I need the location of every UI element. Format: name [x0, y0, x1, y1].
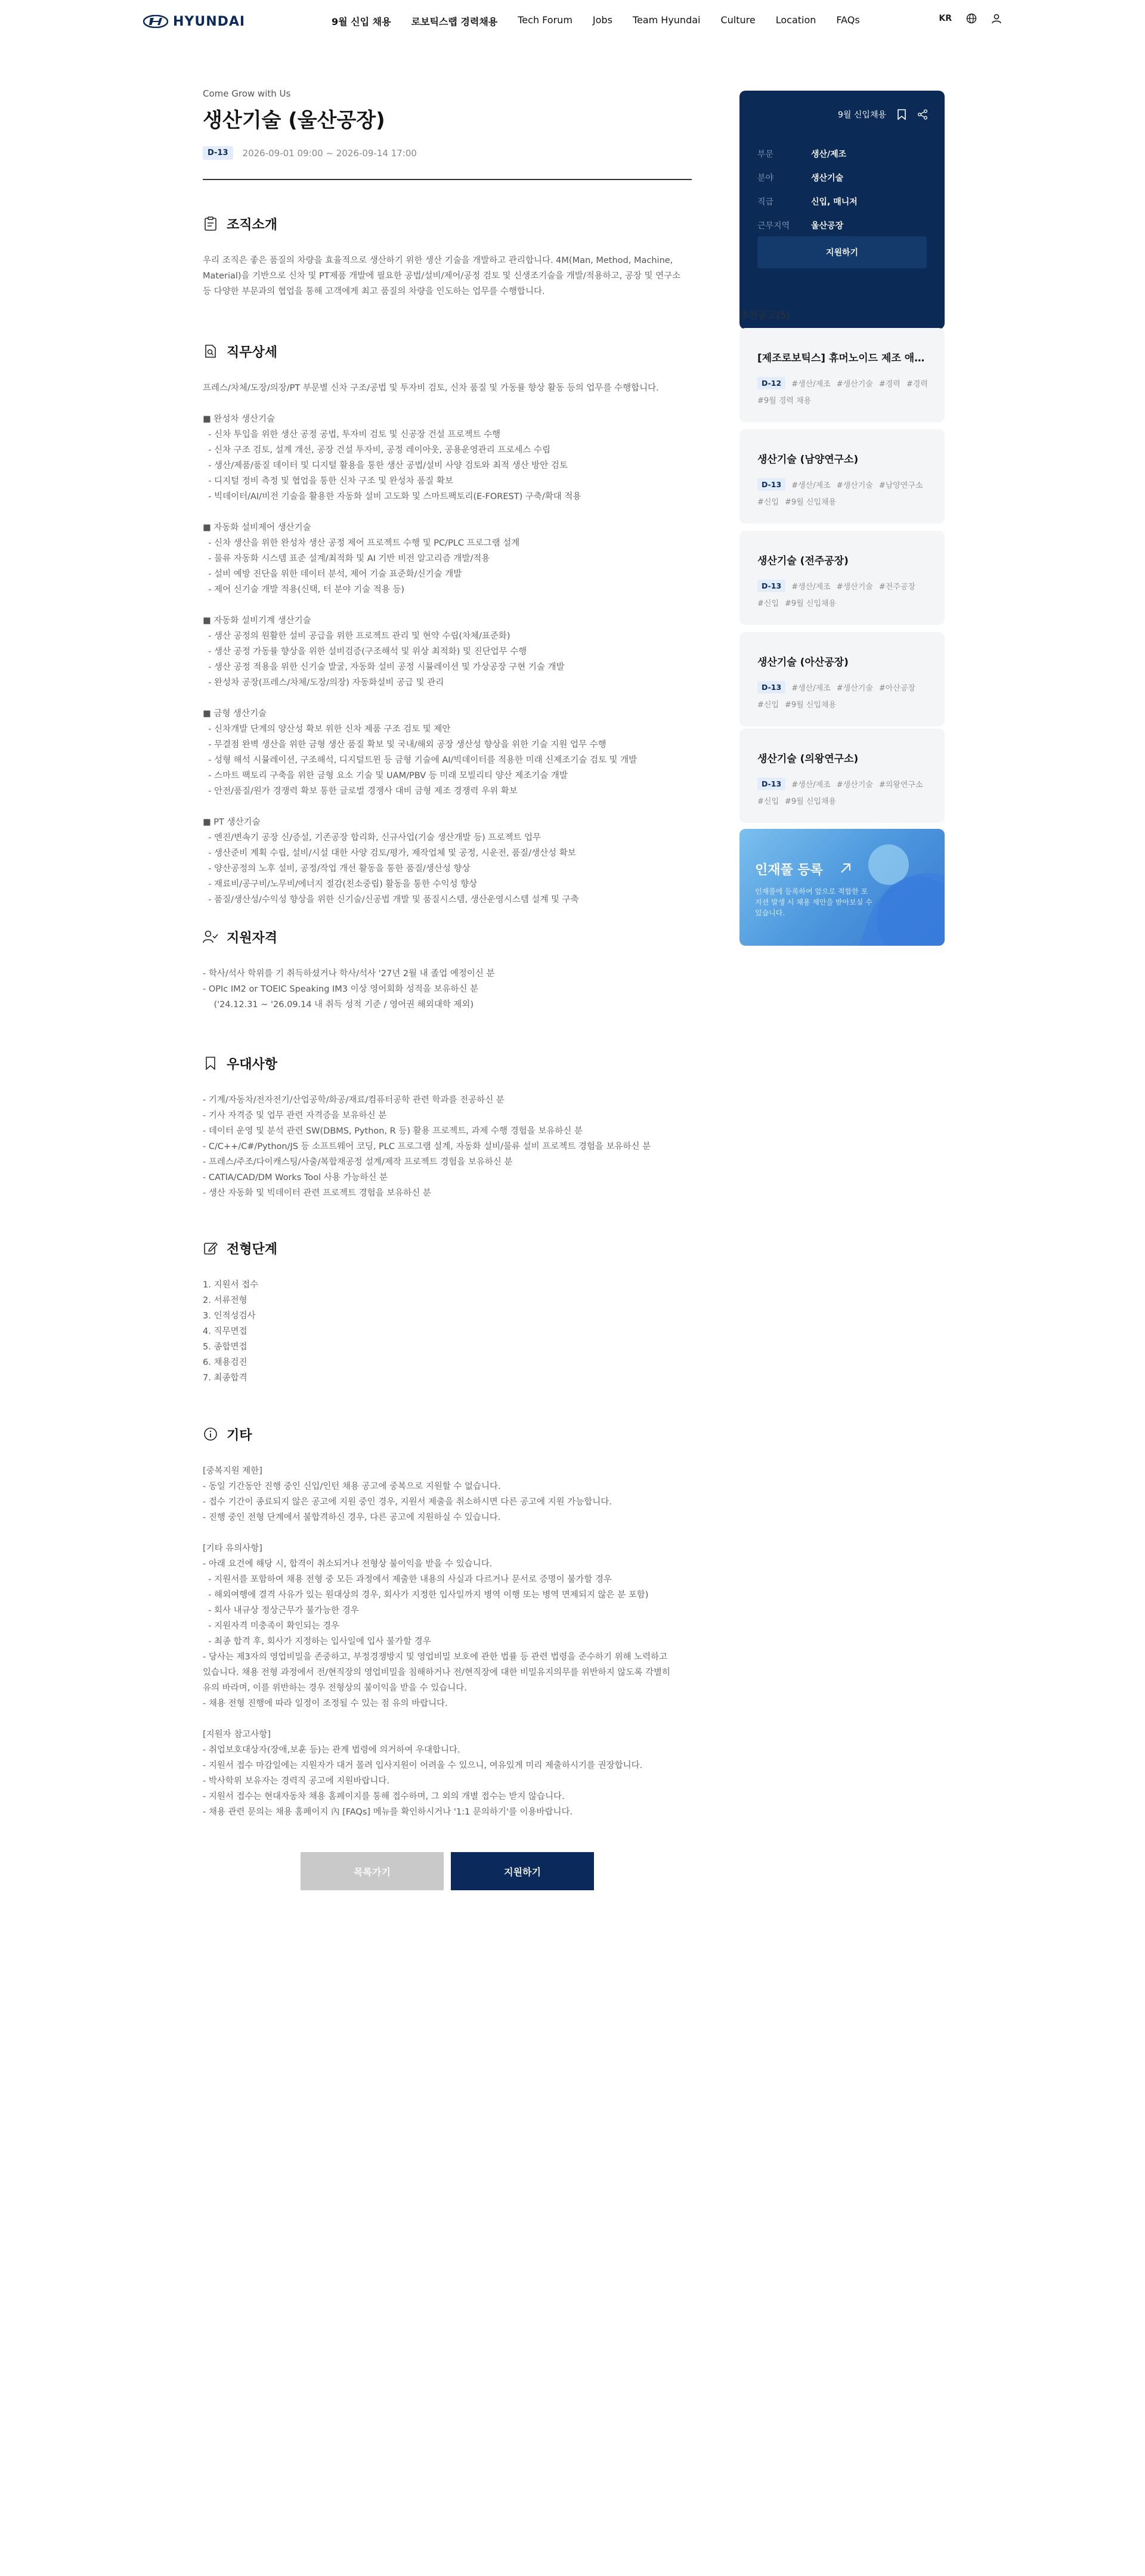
- recommend-job-name: 생산기술 (전주공장): [757, 555, 849, 567]
- summary-row-level: 직급 신입, 매니저: [757, 197, 858, 207]
- recommend-card[interactable]: [739, 632, 945, 726]
- nav-robotics-recruit[interactable]: 로보틱스랩 경력채용: [411, 16, 498, 27]
- tag: #생산기술: [836, 781, 873, 789]
- summary-rows: [757, 142, 858, 237]
- info-icon: [203, 1426, 218, 1442]
- section-etc: [203, 1425, 692, 1820]
- bookmark-icon: [203, 1055, 218, 1071]
- tag: #신입: [757, 701, 779, 710]
- dday-badge: D-13: [203, 146, 233, 160]
- section-body-duty: 프레스/차체/도장/의장/PT 부문별 신차 구조/공법 및 투자비 검토, 신차 품질 및 가동률 향상 활동 등의 업무를 수행합니다. ■ 완성차 생산기술 - 신차 투입을 위한 생산 공정 공법, 투자비 검토 및 신공장 건설 프로젝트 수행 - 신차 구조 검토, 설계 개선, 공장 건설 투자비, 공정 레이아웃, 공용운영관리 프로세스 수립 - 생산/제품/품질 데이터 및 디지털 활용을 통한 생산 공법/설비 사양 검토와 최적 생산 방안 검토 - 디지털 정비 측정 및 협업을 통한 신차 구조 및 완성차 품질 확보 - 빅데이터/AI/비전 기술을 활용한 자동화 설비 고도화 및 스마트팩토리(E-FOREST) 구축/확대 적용 ■ 자동화 설비제어 생산기술 - 신차 생산을 위한 완성차 생산 공정 제어 프로젝트 수행 및 PC/PLC 프로그램 설계 - 물류 자동화 시스템 표준 설계/최적화 및 AI 기반 비전 알고리즘 개발/적용 - 설비 예방 진단을 위한 데이터 분석, 제어 기술 표준화/신기술 개발 - 제어 신기술 개발 적용(신택, 터 분야 기술 적용 등) ■ 자동화 설비기계 생산기술 - 생산 공정의 원활한 설비 공급을 위한 프로젝트 관리 및 현약 수립(차체/표준화) - 생산 공정 가동률 향상을 위한 설비검증(구조해석 및 위상 최적화) 및 진단업무 수행 - 생산 공정 적용을 위한 신기술 발굴, 자동화 설비 공정 시뮬레이션 및 가상공장 구현 기술 개발 - 완성차 공장(프레스/차체/도장/의장) 자동화설비 공급 및 관리 ■ 금형 생산기술 - 신차개발 단계의 양산성 확보 위한 신차 제품 구조 검토 및 제안 - 무결점 완벽 생산을 위한 금형 생산 품질 확보 및 국내/해외 공장 생산성 향상을 위한 기술 지원 업무 수행 - 성형 해석 시뮬레이션, 구조해석, 디지털트윈 등 금형 기술에 AI/빅데이터를 적용한 미래 신제조기술 검토 및 개발 - 스마트 팩토리 구축을 위한 금형 요소 기술 및 UAM/PBV 등 미래 모빌리티 양산 제조기술 개발 - 안전/품질/원가 경쟁력 확보 통한 글로벌 경쟁사 대비 금형 제조 경쟁력 우위 확보 ■ PT 생산기술 - 엔진/변속기 공장 신/증설, 기존공장 합리화, 신규사업(기술 생산개발 등) 프로젝트 업무 - 생산준비 계획 수립, 설비/시설 대한 사양 검토/평가, 제작업체 및 공정, 시운전, 품질/생산성 확보 - 양산공정의 노후 설비, 공정/작업 개선 활동을 통한 품질/생산성 향상 - 재료비/공구비/노무비/에너지 절감(친소중립) 활동을 통한 수익성 향상 - 품질/생산성/수익성 향상을 위한 신기술/신공법 개발 및 품질시스템, 생산운영시스템 설계 및 구축: [203, 383, 659, 905]
- dday-badge: D-13: [757, 778, 785, 790]
- tag: #신입: [757, 498, 779, 507]
- section-title-duty: 직무상세: [227, 345, 278, 360]
- recommend-card[interactable]: [739, 328, 945, 422]
- summary-row-division: 부문 생산/제조: [757, 150, 847, 159]
- dday-badge: D-13: [757, 580, 785, 592]
- recommend-tags: [757, 377, 930, 405]
- tag: #9월 신입채용: [785, 701, 837, 710]
- clipboard-icon: [203, 216, 218, 231]
- section-qualification: [203, 928, 692, 1013]
- language-toggle[interactable]: KR: [939, 14, 952, 23]
- tag: #신입: [757, 599, 779, 608]
- recommend-title: 추천공고(5): [739, 309, 790, 321]
- tag: #생산/제조: [791, 583, 831, 592]
- job-header: [203, 88, 692, 160]
- recommend-tags: [757, 580, 930, 608]
- dday-badge: D-12: [757, 377, 785, 389]
- tag: #9월 신입채용: [785, 498, 837, 507]
- nav-tech-forum[interactable]: Tech Forum: [518, 14, 572, 26]
- recommend-card[interactable]: [739, 429, 945, 524]
- tag: #의왕연구소: [878, 781, 923, 789]
- section-title-preferred: 우대사항: [227, 1057, 278, 1072]
- apply-button[interactable]: 지원하기: [451, 1852, 594, 1890]
- job-summary-card: [739, 91, 945, 329]
- arrow-up-right-icon: [838, 861, 853, 875]
- recommend-card[interactable]: [739, 729, 945, 823]
- section-title-org: 조직소개: [227, 217, 278, 233]
- section-duty: [203, 342, 692, 908]
- tag: #전주공장: [878, 583, 915, 592]
- section-body-process: 1. 지원서 접수 2. 서류전형 3. 인적성검사 4. 직무면접 5. 종합면접 6. 채용검진 7. 최종합격: [203, 1280, 259, 1383]
- nav-location[interactable]: Location: [775, 14, 816, 26]
- dday-badge: D-13: [757, 478, 785, 491]
- application-period: 2026-09-01 09:00 ~ 2026-09-14 17:00: [242, 147, 417, 159]
- section-title-qualification: 지원자격: [227, 930, 278, 946]
- tag: #9월 신입채용: [785, 599, 837, 608]
- edit-icon: [203, 1240, 218, 1256]
- tag: #9월 신입채용: [785, 797, 837, 806]
- recruit-category: 9월 신입채용: [838, 110, 886, 120]
- recommend-tags: [757, 681, 930, 710]
- section-process: [203, 1239, 692, 1386]
- summary-row-location: 근무지역 울산공장: [757, 221, 844, 231]
- section-body-etc: [중복지원 제한] - 동일 기간동안 진행 중인 신입/인턴 채용 공고에 중복으로 지원할 수 없습니다. - 접수 기간이 종료되지 않은 공고에 지원 중인 경우, 지원서 제출을 취소하시면 다른 공고에 지원 가능합니다. - 진행 중인 전형 단계에서 불합격하신 경우, 다른 공고에 지원하실 수 있습니다. [기타 유의사항] - 아래 요건에 해당 시, 합격이 취소되거나 전형상 불이익을 받을 수 있습니다. - 지원서를 포함하여 채용 전형 중 모든 과정에서 제출한 내용의 사실과 다르거나 문서로 증명이 불가할 경우 - 해외여행에 결격 사유가 있는 원대상의 경우, 회사가 지정한 입사일까지 병역 이행 또는 병역 면제되지 않은 분 포함) - 회사 내규상 정상근무가 불가능한 경우 - 지원자격 미충족이 확인되는 경우 - 최종 합격 후, 회사가 지정하는 입사일에 입사 불가할 경우 - 당사는 제3자의 영업비밀을 존중하고, 부정경쟁방지 및 영업비밀 보호에 관한 법률 등 관련 법령을 준수하기 위해 노력하고 있습니다. 채용 전형 과정에서 전/현직장의 영업비밀을 침해하거나 전/현직장에 대한 비밀유지의무를 위반하지 않도록 각별히 유의 바라며, 이를 위반하는 경우 전형상의 불이익을 받을 수 있습니다. - 채용 전형 진행에 따라 일정이 조정될 수 있는 점 유의 바랍니다. [지원자 참고사항] - 취업보호대상자(장애,보훈 등)는 관계 법령에 의거하여 우대합니다. - 지원서 접수 마감일에는 지원자가 대거 몰려 입사지원이 어려울 수 있으니, 여유있게 미리 제출하시기를 권장합니다. - 박사학위 보유자는 경력직 공고에 지원바랍니다. - 지원서 접수는 현대자동차 채용 홈페이지를 통해 접수하며, 그 외의 개별 접수는 받지 않습니다. - 채용 관련 문의는 채용 홈페이지 內 [FAQs] 메뉴를 확인하시거나 '1:1 문의하기'를 이용바랍니다.: [203, 1466, 671, 1817]
- tag: #생산기술: [836, 481, 873, 490]
- banner-title: 인재풀 등록: [755, 863, 823, 878]
- recommend-card[interactable]: [739, 531, 945, 625]
- tag: #생산/제조: [791, 481, 831, 490]
- brand-name: HYUNDAI: [173, 14, 246, 29]
- tag: #신입: [757, 797, 779, 806]
- user-check-icon: [203, 929, 218, 945]
- eyebrow-text: Come Grow with Us: [203, 88, 291, 99]
- banner-description: 인재풀에 등록하여 앞으로 적합한 포지션 발생 시 채용 제안을 받아보실 수 있습니다.: [755, 887, 872, 917]
- hyundai-logo[interactable]: [143, 13, 245, 30]
- user-icon[interactable]: [991, 13, 1002, 24]
- tag: #생산기술: [836, 684, 873, 693]
- nav-sep-recruit[interactable]: 9월 신입 채용: [332, 16, 391, 27]
- recommend-job-name: 생산기술 (아산공장): [757, 657, 849, 668]
- section-body-preferred: - 기계/자동차/전자전기/산업공학/화공/재료/컴퓨터공학 관련 학과를 전공하신 분 - 기사 자격증 및 업무 관련 자격증을 보유하신 분 - 데이터 운영 및 분석 관련 SW(DBMS, Python, R 등) 활용 프로젝트, 과제 수행 경험을 보유하신 분 - C/C++/C#/Python/JS 등 소프트웨어 코딩, PLC 프로그램 설계, 자동화 설비/물류 설비 프로젝트 경험을 보유하신 분 - 프레스/주조/다이캐스팅/사출/복합재공정 설계/제작 프로젝트 경험을 보유하신 분 - CATIA/CAD/DM Works Tool 사용 가능하신 분 - 생산 자동화 및 빅데이터 관련 프로젝트 경험을 보유하신 분: [203, 1095, 651, 1198]
- nav-culture[interactable]: Culture: [720, 14, 756, 26]
- talent-pool-banner[interactable]: [739, 829, 945, 946]
- hyundai-emblem-icon: [143, 15, 168, 28]
- recommend-job-name: 생산기술 (남양연구소): [757, 454, 859, 466]
- apply-button-sidebar[interactable]: 지원하기: [757, 236, 927, 268]
- dday-badge: D-13: [757, 681, 785, 693]
- recommend-job-name: [제조로보틱스] 휴머노이드 제조 애…: [757, 352, 925, 364]
- globe-icon[interactable]: [966, 13, 977, 24]
- bookmark-icon[interactable]: [897, 109, 906, 120]
- section-preferred: [203, 1054, 692, 1201]
- nav-faqs[interactable]: FAQs: [836, 14, 860, 26]
- title-divider: [203, 179, 692, 180]
- date-line: [203, 146, 692, 160]
- nav-team-hyundai[interactable]: Team Hyundai: [632, 14, 701, 26]
- back-to-list-button[interactable]: 목록가기: [301, 1852, 444, 1890]
- tag: #경력: [878, 380, 900, 389]
- share-icon[interactable]: [917, 109, 928, 120]
- tag: #9월 경력 채용: [757, 397, 812, 405]
- tag: #생산/제조: [791, 781, 831, 789]
- tag: #생산/제조: [791, 380, 831, 389]
- recommend-job-name: 생산기술 (의왕연구소): [757, 753, 859, 765]
- page-title: 생산기술 (울산공장): [203, 109, 385, 132]
- tag: #아산공장: [878, 684, 915, 693]
- section-org: [203, 215, 692, 299]
- header-utilities: [939, 13, 1002, 24]
- global-header: [0, 0, 1145, 43]
- summary-row-field: 분야 생산기술: [757, 174, 844, 183]
- tag: #생산기술: [836, 380, 873, 389]
- section-title-process: 전형단계: [227, 1241, 278, 1257]
- document-search-icon: [203, 343, 218, 359]
- section-body-org: 우리 조직은 좋은 품질의 차량을 효율적으로 생산하기 위한 생산 기술을 개발하고 관리합니다. 4M(Man, Method, Machine, Material)을 기반으로 신차 및 PT제품 개발에 필요한 공법/설비/제어/공정 검토 및 신생조기술을 개발/적용하고, 공장 및 연구소 등 다양한 부문과의 협업을 통해 고객에게 최고 품질의 차량을 인도하는 업무를 수행합니다.: [203, 256, 681, 296]
- tag: #경력: [906, 380, 928, 389]
- recommend-tags: [757, 778, 930, 806]
- tag: #생산기술: [836, 583, 873, 592]
- section-body-qualification: - 학사/석사 학위를 기 취득하셨거나 학사/석사 '27년 2월 내 졸업 예정이신 분 - OPIc IM2 or TOEIC Speaking IM3 이상 영어회화 성적을 보유하신 분 ('24.12.31 ~ '26.09.14 내 취득 성적 기준 / 영어권 해외대학 제외): [203, 969, 495, 1010]
- section-title-etc: 기타: [227, 1428, 252, 1443]
- tag: #남양연구소: [878, 481, 923, 490]
- nav-jobs[interactable]: Jobs: [592, 14, 612, 26]
- tag: #생산/제조: [791, 684, 831, 693]
- recommend-tags: [757, 478, 930, 507]
- main-nav: [332, 14, 860, 28]
